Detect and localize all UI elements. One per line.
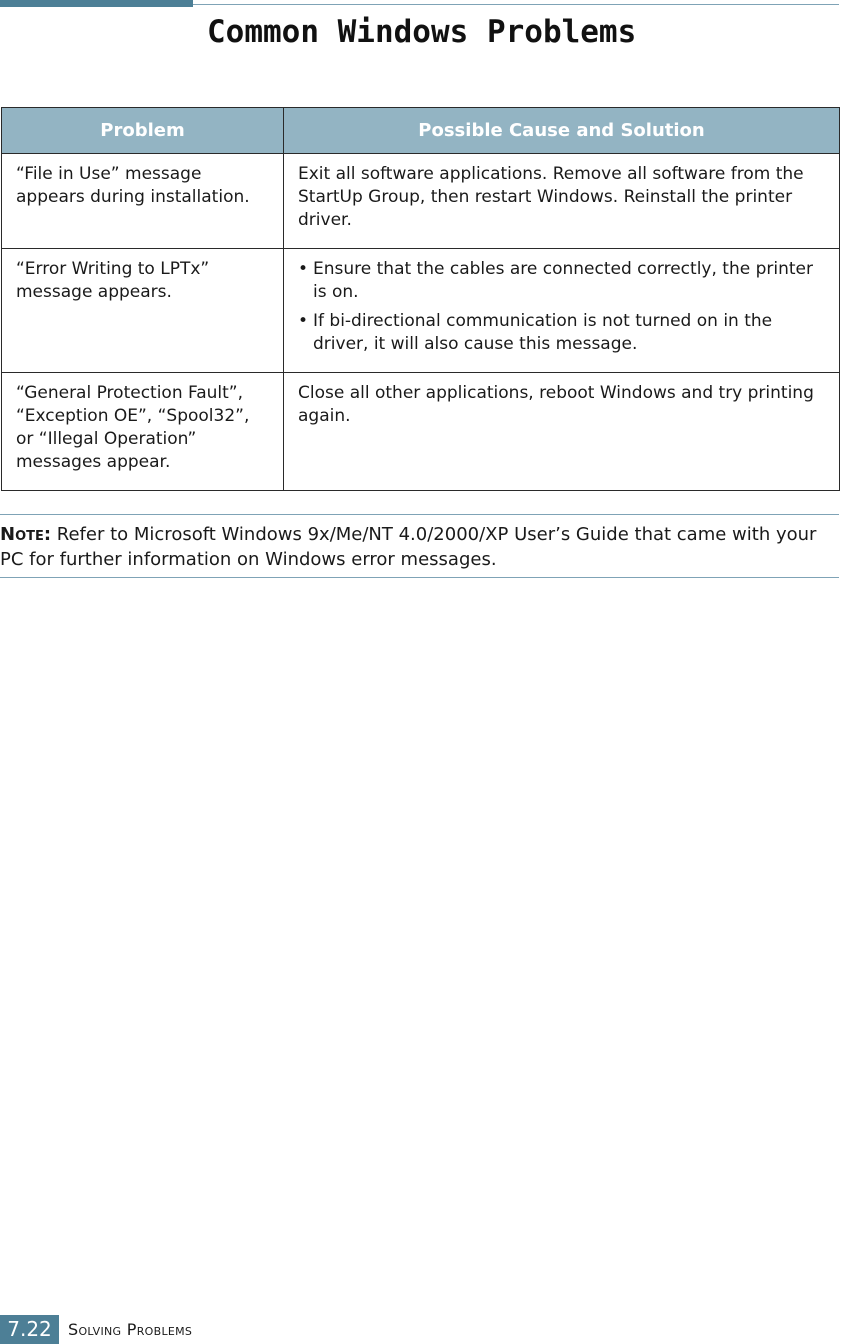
bullet-icon: • <box>298 259 309 279</box>
bullet-text: If bi-directional communication is not turned on in the driver, it will also cause this message. <box>313 311 773 354</box>
header-accent-bar <box>0 0 193 7</box>
problems-table <box>1 107 839 491</box>
solution-cell: Close all other applications, reboot Windows and try printing again. <box>284 373 840 491</box>
page-title: Common Windows Problems <box>207 14 637 50</box>
problems-table-grid <box>1 107 840 491</box>
bullet-text: Ensure that the cables are connected correctly, the printer is on. <box>313 259 813 302</box>
problem-cell: “General Protection Fault”, “Exception OE”, “Spool32”, or “Illegal Operation” messages appear. <box>2 373 284 491</box>
solution-cell <box>284 249 840 373</box>
list-item <box>298 258 825 304</box>
solution-cell: Exit all software applications. Remove all software from the StartUp Group, then restart Windows. Reinstall the printer driver. <box>284 154 840 249</box>
table-row <box>2 154 840 249</box>
problem-cell: “Error Writing to LPTx” message appears. <box>2 249 284 373</box>
column-header-solution: Possible Cause and Solution <box>284 108 840 154</box>
table-header-row <box>2 108 840 154</box>
table-row <box>2 249 840 373</box>
column-header-problem: Problem <box>2 108 284 154</box>
solution-bullet-list <box>298 258 825 356</box>
note-rule-top <box>0 514 839 515</box>
problem-cell: “File in Use” message appears during installation. <box>2 154 284 249</box>
note-label: Note: <box>0 524 52 545</box>
page-number: 7.22 <box>0 1315 59 1344</box>
footer-section-title: Solving Problems <box>68 1320 193 1339</box>
note-text: Refer to Microsoft Windows 9x/Me/NT 4.0/2000/XP User’s Guide that came with your PC for further information on Windows error messages. <box>0 524 817 570</box>
table-row <box>2 373 840 491</box>
list-item <box>298 310 825 356</box>
header-rule <box>193 4 839 5</box>
note-rule-bottom <box>0 577 839 578</box>
note-paragraph <box>0 522 839 572</box>
bullet-icon: • <box>298 311 309 331</box>
